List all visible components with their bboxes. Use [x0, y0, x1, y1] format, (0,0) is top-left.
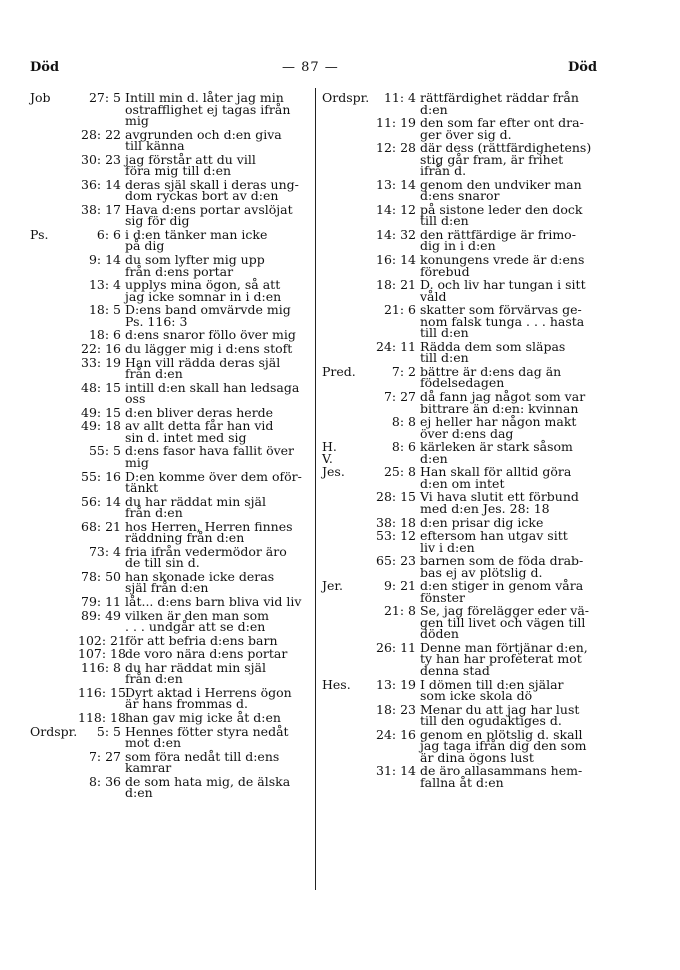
- concordance-entry: [30, 226, 310, 254]
- concordance-entry: [30, 354, 310, 382]
- concordance-entry: [30, 279, 310, 302]
- book-name: [30, 204, 78, 227]
- concordance-entry: [30, 151, 310, 179]
- concordance-entry: [30, 684, 310, 712]
- verse-text: intill d:en skall han ledsaga oss: [125, 379, 300, 407]
- book-name: [30, 648, 78, 660]
- verse-reference: 21: 6: [383, 302, 416, 318]
- verse-reference: 116: 15: [78, 684, 126, 700]
- concordance-entry: [30, 126, 310, 154]
- verse-reference: 21: 8: [383, 603, 416, 619]
- concordance-entry: [30, 329, 310, 341]
- concordance-entry: [325, 726, 605, 765]
- book-name: [30, 329, 78, 341]
- verse-reference: 33: 19: [81, 354, 121, 370]
- concordance-entry: [30, 493, 310, 521]
- concordance-entry: Jer. 9: 21 d:en stiger in genom våra fönster: [325, 580, 605, 603]
- verse-reference: 26: 11: [376, 639, 416, 655]
- verse-text: där dess (rättfärdighetens) stig går fram, är frihet ifrån d.: [420, 140, 592, 179]
- concordance-entry: [30, 593, 310, 609]
- verse-reference: 24: 11: [376, 338, 416, 354]
- verse-reference: 8: 36: [88, 773, 121, 789]
- verse-reference: 12: 28: [376, 140, 416, 156]
- verse-reference: 7: 2: [391, 363, 416, 379]
- verse-text: ej heller har någon makt över d:ens dag: [420, 414, 577, 441]
- book-name: [30, 751, 78, 774]
- verse-reference: 102: 21: [78, 632, 126, 648]
- verse-text: i d:en tänker man icke på dig: [125, 226, 268, 254]
- verse-text: vilken är den man som . . . undgår att se d:en: [125, 607, 270, 635]
- concordance-entry: [30, 201, 310, 229]
- book-name: [30, 776, 78, 799]
- verse-reference: 28: 15: [376, 489, 416, 505]
- concordance-entry: [30, 773, 310, 801]
- verse-text: du har räddat min själ från d:en: [125, 659, 266, 687]
- verse-text: de som hata mig, de älska d:en: [125, 773, 291, 801]
- verse-reference: 38: 17: [81, 201, 121, 217]
- verse-reference: 36: 14: [81, 176, 121, 192]
- left-column: [30, 92, 310, 801]
- verse-text: den som far efter ont dra- ger över sig d.: [420, 115, 584, 142]
- verse-reference: 65: 23: [376, 553, 416, 569]
- verse-text: jag förstår att du vill föra mig till d:en: [125, 151, 256, 179]
- concordance-entry: [325, 514, 605, 530]
- book-name: [30, 546, 78, 569]
- verse-reference: 78: 50: [81, 568, 121, 584]
- book-name: [30, 712, 78, 724]
- concordance-entry: [325, 304, 605, 339]
- verse-reference: 25: 8: [383, 464, 416, 480]
- book-name: [30, 596, 78, 608]
- verse-reference: 31: 14: [376, 763, 416, 779]
- book-name: [30, 254, 78, 277]
- verse-text: han skonade icke deras själ från d:en: [125, 568, 275, 596]
- verse-text: då fann jag något som var bittrare än d:en: kvinnan: [420, 389, 586, 416]
- concordance-entry: [30, 254, 310, 277]
- verse-reference: 53: 12: [376, 528, 416, 544]
- book-name: [30, 420, 78, 443]
- concordance-entry: [325, 176, 605, 204]
- verse-reference: 18: 5: [88, 302, 121, 318]
- book-name: [30, 496, 78, 519]
- verse-reference: 14: 32: [376, 226, 416, 242]
- verse-reference: 5: 5: [96, 723, 121, 739]
- concordance-entry: [30, 176, 310, 204]
- concordance-entry: [325, 555, 605, 578]
- verse-text: I dömen till d:en själar som icke skola dö: [420, 676, 564, 704]
- concordance-entry: [30, 748, 310, 776]
- verse-reference: 8: 8: [391, 414, 416, 430]
- verse-reference: 107: 18: [78, 646, 126, 662]
- verse-text: Se, jag förelägger eder vä- gen till livet och vägen till döden: [420, 603, 590, 642]
- verse-reference: 6: 6: [96, 226, 121, 242]
- concordance-entry: H. V. 8: 6 kärleken är stark såsom d:en: [325, 441, 605, 464]
- verse-reference: 55: 16: [81, 468, 121, 484]
- verse-text: D. och liv har tungan i sitt våld: [420, 277, 586, 304]
- concordance-entry: [325, 765, 605, 788]
- book-name: [30, 279, 78, 302]
- concordance-entry: [325, 530, 605, 553]
- concordance-entry: [30, 632, 310, 648]
- verse-reference: 89: 49: [81, 607, 121, 623]
- concordance-entry: [325, 279, 605, 302]
- verse-text: d:en prisar dig icke: [420, 514, 544, 530]
- concordance-entry: [325, 416, 605, 439]
- book-name: [30, 382, 78, 405]
- verse-reference: 18: 21: [376, 277, 416, 293]
- concordance-entry: [30, 648, 310, 660]
- verse-text: Dyrt aktad i Herrens ögon är hans frommas d.: [125, 684, 292, 712]
- verse-text: d:ens fasor hava fallit över mig: [125, 443, 295, 470]
- book-name: [30, 635, 78, 647]
- book-name: [30, 687, 78, 710]
- book-name: Job: [30, 90, 51, 105]
- concordance-entry: Hes. 13: 19 I dömen till d:en själar som icke skola dö: [325, 679, 605, 702]
- verse-text: Rädda dem som släpas till d:en: [420, 338, 566, 366]
- verse-reference: 79: 11: [81, 593, 121, 609]
- verse-reference: 9: 21: [383, 578, 416, 594]
- verse-text: eftersom han utgav sitt liv i d:en: [420, 528, 568, 555]
- concordance-entry: [30, 445, 310, 468]
- header-left-title: Död: [30, 60, 60, 75]
- verse-text: Hennes fötter styra nedåt mot d:en: [125, 723, 289, 751]
- verse-text: Menar du att jag har lust till den ogudaktiges d.: [420, 701, 580, 729]
- concordance-entry: [30, 712, 310, 724]
- verse-reference: 24: 16: [376, 726, 416, 742]
- verse-text: du som lyfter mig upp från d:ens portar: [125, 252, 265, 279]
- book-name: [30, 304, 78, 327]
- verse-reference: 11: 19: [376, 115, 416, 131]
- concordance-entry: [325, 338, 605, 366]
- concordance-entry: [325, 117, 605, 140]
- verse-reference: 11: 4: [383, 90, 416, 105]
- verse-text: de äro allasammans hem- fallna åt d:en: [420, 763, 583, 790]
- concordance-entry: [30, 404, 310, 420]
- verse-reference: 18: 6: [88, 327, 121, 343]
- verse-reference: 49: 18: [81, 418, 121, 434]
- verse-text: Han vill rädda deras själ från d:en: [125, 354, 281, 382]
- verse-reference: 16: 14: [376, 252, 416, 268]
- concordance-entry: Jes. 25: 8 Han skall för alltid göra d:en om intet: [325, 466, 605, 489]
- concordance-entry: [325, 639, 605, 678]
- concordance-entry: [325, 391, 605, 414]
- verse-reference: 18: 23: [376, 701, 416, 717]
- concordance-entry: [30, 568, 310, 596]
- verse-text: d:en bliver deras herde: [125, 404, 274, 420]
- book-name: [30, 445, 78, 468]
- verse-text: fria ifrån vedermödor äro de till sin d.: [125, 543, 287, 571]
- verse-reference: 68: 21: [81, 518, 121, 534]
- concordance-entry: [30, 304, 310, 327]
- verse-reference: 7: 27: [383, 389, 416, 405]
- book-name: Ordspr.: [30, 723, 78, 739]
- verse-text: den rättfärdige är frimo- dig in i d:en: [420, 226, 576, 254]
- concordance-entry: [325, 254, 605, 277]
- page-number: — 87 —: [282, 60, 339, 75]
- verse-reference: 13: 14: [376, 176, 416, 192]
- verse-text: barnen som de föda drab- bas ej av plötslig d.: [420, 553, 584, 580]
- verse-reference: 28: 22: [81, 126, 121, 142]
- book-name: [30, 571, 78, 594]
- verse-text: Intill min d. låter jag min ostrafflighet ej tagas ifrån mig: [125, 90, 291, 128]
- verse-text: du har räddat min själ från d:en: [125, 493, 266, 521]
- verse-reference: 73: 4: [88, 543, 121, 559]
- verse-reference: 9: 14: [88, 252, 121, 268]
- book-name: [30, 662, 78, 685]
- verse-reference: 14: 12: [376, 201, 416, 217]
- verse-text: som föra nedåt till d:ens kamrar: [125, 748, 280, 776]
- book-name: [30, 610, 78, 633]
- book-name: Ps.: [30, 226, 49, 242]
- verse-text: deras själ skall i deras ung- dom ryckas bort av d:en: [125, 176, 299, 204]
- verse-reference: 56: 14: [81, 493, 121, 509]
- concordance-entry: [325, 605, 605, 640]
- verse-text: upplys mina ögon, så att jag icke somnar in i d:en: [125, 277, 282, 304]
- verse-text: genom en plötslig d. skall jag taga ifrån dig den som är dina ögons lust: [420, 726, 587, 765]
- concordance-entry: [325, 701, 605, 729]
- verse-reference: 38: 18: [376, 514, 416, 530]
- verse-text: skatter som förvärvas ge- nom falsk tunga . . . hasta till d:en: [420, 302, 585, 341]
- concordance-entry: [30, 468, 310, 495]
- verse-text: han gav mig icke åt d:en: [125, 710, 281, 726]
- verse-reference: 7: 27: [88, 748, 121, 764]
- verse-text: avgrunden och d:en giva till känna: [125, 126, 282, 154]
- verse-text: du lägger mig i d:ens stoft: [125, 340, 293, 356]
- verse-reference: 116: 8: [81, 659, 121, 675]
- concordance-entry: [325, 201, 605, 229]
- book-name: [30, 129, 78, 152]
- verse-text: genom den undviker man d:ens snaror: [420, 176, 582, 204]
- concordance-entry: [325, 142, 605, 177]
- concordance-entry: [30, 518, 310, 546]
- verse-reference: 22: 16: [81, 340, 121, 356]
- verse-text: d:ens snaror föllo över mig: [125, 327, 296, 343]
- verse-text: på sistone leder den dock till d:en: [420, 201, 583, 229]
- book-name: [30, 407, 78, 419]
- concordance-entry: [30, 420, 310, 443]
- verse-text: D:en komme över dem oför- tänkt: [125, 468, 302, 495]
- book-name: [30, 179, 78, 202]
- book-name: [30, 154, 78, 177]
- verse-text: hos Herren, Herren finnes räddning från d:en: [125, 518, 293, 546]
- verse-text: Denne man förtjänar d:en, ty han har profeterat mot denna stad: [420, 639, 588, 678]
- book-name: [30, 357, 78, 380]
- verse-reference: 55: 5: [88, 443, 121, 459]
- verse-reference: 118: 18: [78, 710, 126, 726]
- verse-text: rättfärdighet räddar från d:en: [420, 90, 579, 117]
- concordance-entry: Ordspr. 11: 4 rättfärdighet räddar från d:en: [325, 92, 605, 115]
- verse-text: D:ens band omvärvde mig Ps. 116: 3: [125, 302, 291, 329]
- book-name: [30, 521, 78, 544]
- verse-text: Han skall för alltid göra d:en om intet: [420, 464, 572, 491]
- verse-reference: 30: 23: [81, 151, 121, 167]
- concordance-entry: [325, 226, 605, 254]
- verse-reference: 49: 15: [81, 404, 121, 420]
- verse-reference: 48: 15: [81, 379, 121, 395]
- verse-text: av allt detta får han vid sin d. intet med sig: [125, 418, 274, 445]
- concordance-entry: [30, 340, 310, 356]
- book-name: [30, 471, 78, 494]
- concordance-entry: Pred. 7: 2 bättre är d:ens dag än födelsedagen: [325, 366, 605, 389]
- right-column: [322, 90, 605, 790]
- concordance-entry: [30, 92, 310, 127]
- verse-reference: 13: 19: [376, 676, 416, 692]
- verse-text: Vi hava slutit ett förbund med d:en Jes. 28: 18: [420, 489, 579, 516]
- concordance-entry: [30, 607, 310, 635]
- verse-reference: 13: 4: [88, 277, 121, 293]
- verse-reference: 8: 6: [391, 439, 416, 455]
- verse-text: d:en stiger in genom våra fönster: [420, 578, 584, 605]
- concordance-entry: [30, 723, 310, 751]
- verse-text: låt... d:ens barn bliva vid liv: [125, 593, 302, 609]
- verse-text: konungens vrede är d:ens förebud: [420, 252, 585, 279]
- verse-text: de voro nära d:ens portar: [125, 646, 288, 662]
- concordance-entry: [325, 491, 605, 514]
- concordance-entry: [30, 379, 310, 407]
- header-right-title: Död: [568, 60, 598, 75]
- concordance-entry: [30, 659, 310, 687]
- verse-text: för att befria d:ens barn: [125, 632, 278, 648]
- verse-text: kärleken är stark såsom d:en: [420, 439, 573, 466]
- verse-reference: 27: 5: [88, 90, 121, 105]
- concordance-entry: [30, 543, 310, 571]
- verse-text: Hava d:ens portar avslöjat sig för dig: [125, 201, 293, 229]
- column-divider: [315, 88, 316, 890]
- verse-text: bättre är d:ens dag än födelsedagen: [420, 363, 562, 391]
- book-name: [30, 343, 78, 355]
